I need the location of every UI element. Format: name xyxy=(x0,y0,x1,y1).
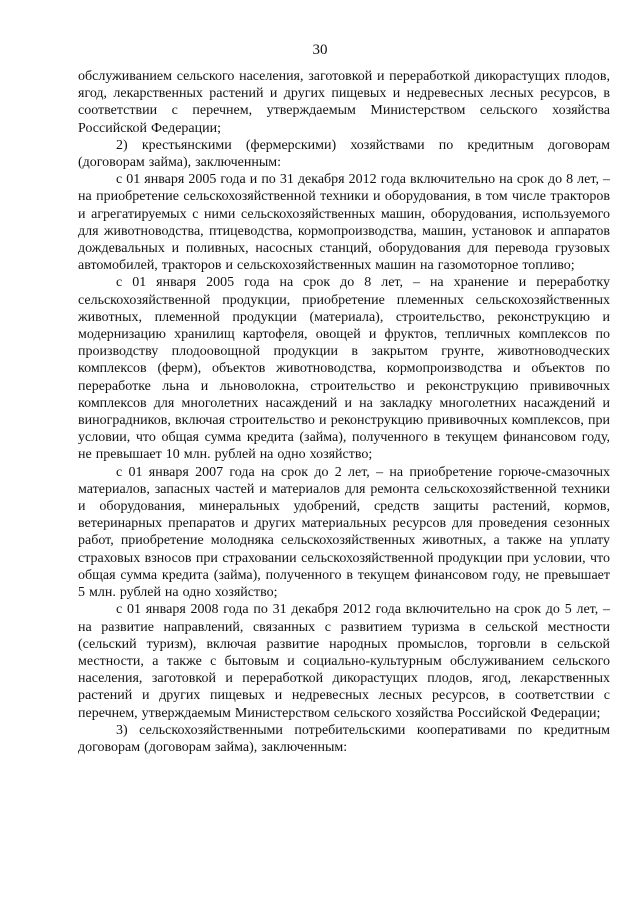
paragraph-fuel-materials-loans: с 01 января 2007 года на срок до 2 лет, – на приобретение горюче-смазочных материалов, запасных частей и материалов для ремонта сельскохозяйственной техники и оборудования, минеральных удобрений, средств защиты растений, кормов, ветеринарных препаратов и других материальных ресурсов для проведения сезонных работ, приобретение молодняка сельскохозяйственных животных, а также на уплату страховых взносов при страховании сельскохозяйственной продукции при условии, что общая сумма кредита (займа), полученного в текущем финансовом году, не превышает 5 млн. рублей на одно хозяйство; xyxy=(78,464,610,601)
paragraph-equipment-loans: с 01 января 2005 года и по 31 декабря 2012 года включительно на срок до 8 лет, – на приобретение сельскохозяйственной техники и оборудования, в том числе тракторов и агрегатируемых с ними сельскохозяйственных машин, оборудования, используемого для животноводства, птицеводства, кормопроизводства, машин, установок и аппаратов дождевальных и поливных, насосных станций, оборудования для перевода грузовых автомобилей, тракторов и сельскохозяйственных машин на газомоторное топливо; xyxy=(78,172,610,274)
document-body xyxy=(78,68,610,756)
paragraph-storage-loans: с 01 января 2005 года на срок до 8 лет, – на хранение и переработку сельскохозяйственной продукции, приобретение племенных сельскохозяйственных животных, племенной продукции (материала), строительство, реконструкцию и модернизацию хранилищ картофеля, овощей и фруктов, тепличных комплексов по производству плодоовощной продукции в закрытом грунте, животноводческих комплексов (ферм), объектов животноводства, кормопроизводства и объектов по переработке льна и льноволокна, строительство и реконструкцию прививочных комплексов для многолетних насаждений и на закладку многолетних насаждений и виноградников, включая строительство и реконструкцию прививочных комплексов, при условии, что общая сумма кредита (займа), полученного в текущем финансовом году, не превышает 10 млн. рублей на одно хозяйство; xyxy=(78,275,610,463)
paragraph-continuation: обслуживанием сельского населения, заготовкой и переработкой дикорастущих плодов, ягод, лекарственных растений и других пищевых и недревесных лесных ресурсов, в соответствии с перечнем, утверждаемым Министерством сельского хозяйства Российской Федерации; xyxy=(78,69,610,136)
page-number: 30 xyxy=(312,42,328,58)
paragraph-cooperatives: 3) сельскохозяйственными потребительскими кооперативами по кредитным договорам (договорам займа), заключенным: xyxy=(78,722,610,755)
paragraph-peasant-farms: 2) крестьянскими (фермерскими) хозяйствами по кредитным договорам (договорам займа), заключенным: xyxy=(78,137,610,171)
paragraph-rural-tourism-loans: с 01 января 2008 года по 31 декабря 2012 года включительно на срок до 5 лет, – на развитие направлений, связанных с развитием туризма в сельской местности (сельский туризм), включая развитие народных промыслов, торговли в сельской местности, а также с бытовым и социально-культурным обслуживанием сельского населения, заготовкой и переработкой дикорастущих плодов, ягод, лекарственных растений и других пищевых и недревесных лесных ресурсов, в соответствии с перечнем, утверждаемым Министерством сельского хозяйства Российской Федерации; xyxy=(78,602,610,721)
